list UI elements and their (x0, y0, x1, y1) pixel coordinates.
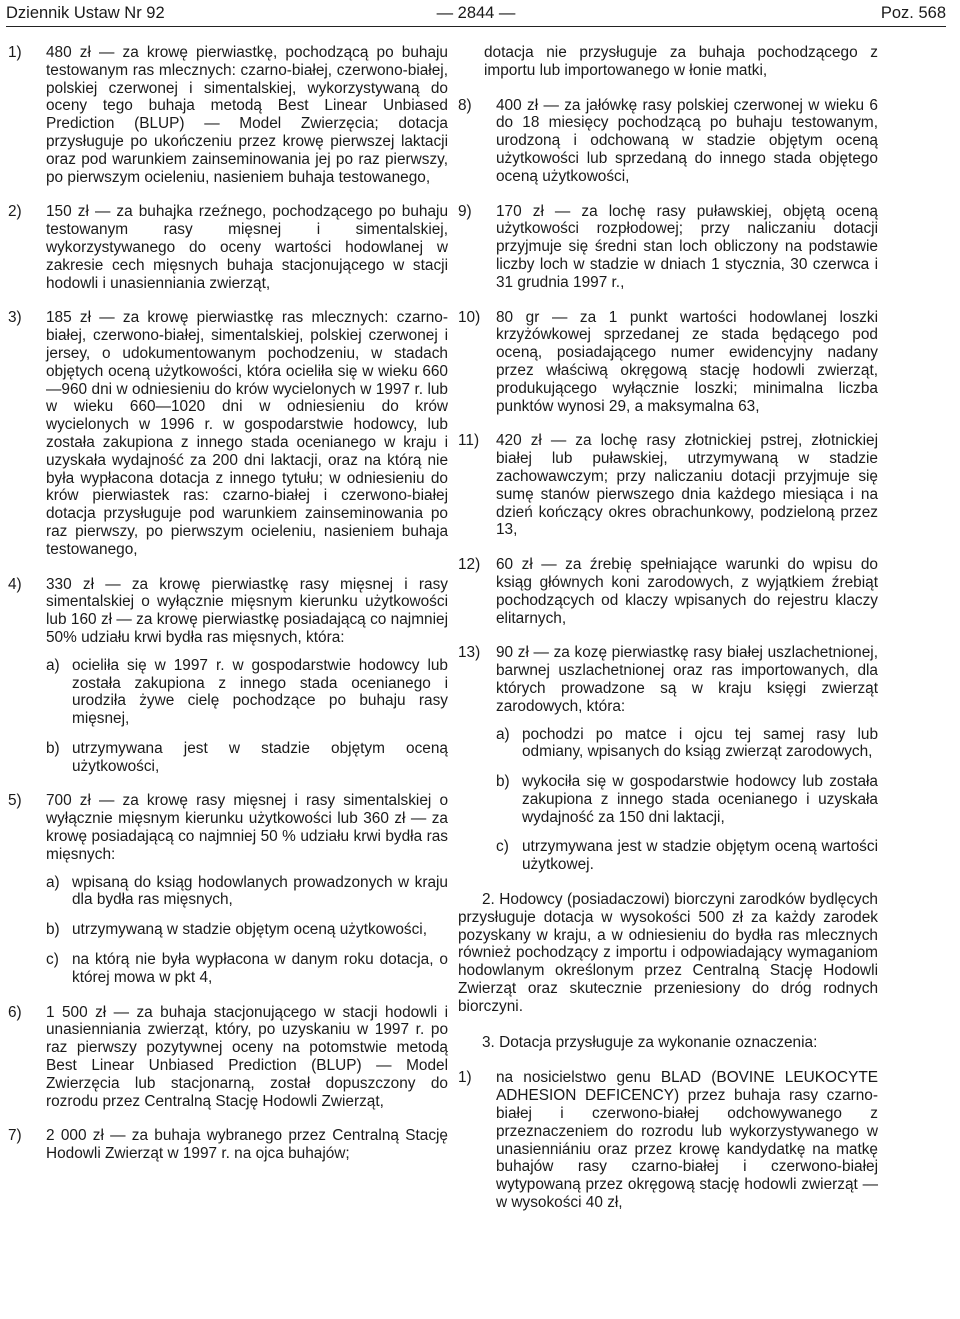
list-item-3 (8, 309, 448, 558)
item-text: 1 500 zł — za buhaja stacjonującego w stacji hodowli i unasienniania zwierząt, który, po uzyskaniu w 1997 r. po raz pierwszy pozytywnej oceny na potomstwie metodą Best Linear Unbiased Prediction (BLUP) — Model Zwierzęcia lub stacjonarną, został dopuszczony do rozrodu przez Centralną Stację Hodowli Zwierząt, (46, 1003, 448, 1110)
item-text: 150 zł — za buhajka rzeźnego, pochodzącego po buhaju testowanym rasy mięsnej i simentalskiej, wykorzystywanego do oceny wartości hodowlanej w zakresie cech mięsnych buhaja stacjonującego w stacji hodowli i unasienniania zwierząt, (46, 203, 448, 292)
paragraph-3: 3. Dotacja przysługuje za wykonanie oznaczenia: (482, 1033, 818, 1051)
item-number: 6) (8, 1003, 22, 1021)
position-number: Poz. 568 (880, 4, 946, 22)
sub-list (46, 657, 448, 776)
header-rule (6, 26, 946, 27)
list-item-7 (8, 1127, 448, 1163)
item-number: 8) (458, 96, 472, 114)
item-text: 480 zł — za krowę pierwiastkę, pochodzącą po buhaju testowanym ras mlecznych: czarno-białej, czerwono-białej, polskiej czerwonej i simentalskiej, wykorzystywaną do oceny tego buhaja metodą Best Linear Unbiased Prediction (BLUP) — Model Zwierzęcia; dotacja przysługuje po ukończeniu przez krowę pierwszej laktacji oraz pod warunkiem zainseminowania jej po raz pierwszy, po pierwszym ocieleniu, nasieniem buhaja testowanego, (46, 44, 448, 186)
list-item-8 (458, 97, 878, 186)
paragraph-2: 2. Hodowcy (posiadaczowi) biorczyni zarodków bydlęcych przysługuje dotacja w wysokości 500 zł za każdy zarodek pozyskany w kraju, a w odniesieniu do bydła ras mlecznych również pochodzący z importu i odpowiadający wymaganiom hodowlanym określonym przez Centralną Stację Hodowli Zwierząt oraz skutecznie przeniesiony do dróg rodnych biorczyni. (458, 891, 878, 1015)
list-item-6 (8, 1004, 448, 1111)
sub-item-a (496, 726, 878, 762)
list-item-1 (8, 44, 448, 186)
item-number: 1) (8, 44, 22, 61)
page-number: — 2844 — (436, 4, 516, 22)
list-item-12 (458, 556, 878, 627)
sub-item-b (46, 921, 448, 939)
list-item-10 (458, 309, 878, 416)
item-number: 7) (8, 1127, 22, 1145)
journal-title: Dziennik Ustaw Nr 92 (6, 4, 165, 22)
sub-item-a (46, 874, 448, 910)
sub-item-text: wykociła się w gospodarstwie hodowcy lub została zakupiona z innego stada ocenianego i uzyskała wydajność za 150 dni laktacji, (522, 773, 878, 826)
sub-item-a (46, 657, 448, 728)
sub-item-letter: b) (496, 773, 510, 791)
item-text: 700 zł — za krowę rasy mięsnej i rasy simentalskiej o wyłącznie mięsnym kierunku użytkowości lub 360 zł — za krowę posiadającą co najmniej 50 % udziału krwi bydła ras mięsnych: (46, 792, 448, 863)
sub-item-letter: c) (496, 838, 509, 856)
continuation-text (458, 44, 878, 80)
left-column (8, 44, 448, 1180)
sub-item-text: ocieliła się w 1997 r. w gospodarstwie hodowcy lub została zakupiona z innego stada ocenianego i urodziła żywe cielę pochodzące po buhaju rasy mięsnej, (72, 656, 448, 728)
sub-item-c (496, 838, 878, 874)
sub-item-letter: c) (46, 951, 59, 969)
item-number: 4) (8, 575, 22, 593)
sub-item-letter: a) (46, 873, 60, 891)
sub-item-letter: b) (46, 739, 60, 757)
sub-list (46, 874, 448, 987)
list-item-9 (458, 203, 878, 292)
sub-item-b (46, 740, 448, 776)
item-text: 185 zł — za krowę pierwiastkę ras mlecznych: czarno-białej, czerwono-białej, simentalskiej, polskiej czerwonej i jersey, o udokumentowanym pochodzeniu, w stadach objętych oceną użytkowości, która ocieliła się w wieku 660—960 dni w odniesieniu do krów wycielonych w 1997 r. lub w wieku 660—1020 dni w odniesieniu do krów wycielonych w 1996 r. w gospodarstwie hodowcy, lub została zakupiona z innego stada ocenianego w kraju i uzyskała wydajność za 200 dni laktacji, oraz na którą nie była wypłacona dotacja z innego tytułu; w odniesieniu do krów pierwiastek ras: czarno-białej i czerwono-białej dotacja przysługuje pod warunkiem zainseminowania po raz pierwszy, po pierwszym ocieleniu, nasieniem buhaja testowanego, (46, 309, 448, 558)
sub-item-text: utrzymywana jest w stadzie objętym oceną użytkowości, (72, 739, 448, 775)
item-text: 400 zł — za jałówkę rasy polskiej czerwonej w wieku 6 do 18 miesięcy pochodzącą po buhaju testowanym, urodzoną i odchowaną w stadzie objętym oceną użytkowości lub sprzedaną do innego stada objętego oceną użytkowości, (496, 96, 878, 185)
item-number: 12) (458, 556, 481, 574)
sub-item-text: wpisaną do ksiąg hodowlanych prowadzonych w kraju dla bydła ras mięsnych, (72, 873, 448, 909)
sub-item-text: utrzymywana jest w stadzie objętym oceną wartości użytkowej. (522, 838, 878, 874)
list-item-2 (8, 203, 448, 292)
item-number: 9) (458, 202, 472, 220)
item-text: 60 zł — za źrebię spełniające warunki do wpisu do ksiąg głównych koni zarodowych, z wyjątkiem źrebiąt pochodzących od klaczy wpisanych do rejestru klaczy elitarnych, (496, 556, 878, 627)
list-item-4 (8, 576, 448, 776)
item-number: 2) (8, 203, 22, 221)
item-number: 5) (8, 792, 22, 810)
item-number: 10) (458, 308, 481, 326)
item-text: 90 zł — za kozę pierwiastkę rasy białej uszlachetnionej, barwnej uszlachetnionej oraz ras importowanych, dla których prowadzone są w kraju księgi zwierząt zarodowych, która: (496, 644, 878, 715)
item-text: 420 zł — za lochę rasy złotnickiej pstrej, złotnickiej białej lub puławskiej, utrzymywaną w stadzie zachowawczym; przy naliczaniu dotacji przyjmuje się sumę stanów pierwszego dnia każdego miesiąca i na dzień kończący okres obrachunkowy, podzieloną przez 13, (496, 432, 878, 539)
item-text: 2 000 zł — za buhaja wybranego przez Centralną Stację Hodowli Zwierząt w 1997 r. na ojca buhajów; (46, 1127, 448, 1163)
intro-text: dotacja nie przysługuje za buhaja pochodzącego z importu lub importowanego w łonie matki, (484, 44, 878, 79)
sub-item-b (496, 773, 878, 826)
item-text: 330 zł — za krowę pierwiastkę rasy mięsnej i rasy simentalskiej o wyłącznie mięsnym kierunku użytkowości lub 160 zł — za krowę pierwiastkę posiadającą co najmniej 50% udziału krwi bydła ras mięsnych, która: (46, 575, 448, 646)
sub-item-letter: b) (46, 921, 60, 939)
item-number: 13) (458, 644, 481, 662)
list-item-11 (458, 432, 878, 539)
item-text: 170 zł — za lochę rasy puławskiej, objętą oceną użytkowości rozpłodowej; przy naliczaniu dotacji przyjmuje się średni stan loch obliczony na podstawie liczby loch w stadzie w dniach 1 stycznia, 30 czerwca i 31 grudnia 1997 r., (496, 202, 878, 291)
item-number: 3) (8, 309, 22, 327)
item-number: 11) (458, 432, 480, 450)
sub-item-c (46, 951, 448, 987)
right-column (458, 44, 878, 1229)
sub-item-letter: a) (496, 725, 510, 743)
list-item-5 (8, 792, 448, 986)
list-item-13 (458, 644, 878, 874)
sub-item-text: pochodzi po matce i ojcu tej samej rasy lub odmiany, wpisanych do ksiąg zwierząt zarodowych, (522, 725, 878, 761)
sub-list (496, 726, 878, 875)
page-header (6, 4, 946, 28)
item-text: 80 gr — za 1 punkt wartości hodowlanej loszki krzyżówkowej sprzedanej ze stada będącego pod oceną, posiadającego numer ewidencyjny nadany przez właściwą okręgową stację hodowli zwierząt, produkującego wyłącznie loszki; minimalna liczba punktów wynosi 29, a maksymalna 63, (496, 308, 878, 415)
sub-item-text: na którą nie była wypłacona w danym roku dotacja, o której mowa w pkt 4, (72, 951, 448, 986)
item-text: na nosicielstwo genu BLAD (BOVINE LEUKOCYTE ADHESION DEFICENCY) przez buhaja rasy czarno-białej i czerwono-białej odchowywanego z przeznaczeniem do rozrodu lub wykorzystywanego w unasienniániu oraz przez krowę kandydatkę na matkę buhajów rasy czarno-białej i czerwono-białej wytypowaną przez okręgową stację hodowli zwierząt — w wysokości 40 zł, (496, 1069, 878, 1212)
sub-item-text: utrzymywaną w stadzie objętym oceną użytkowości, (72, 921, 427, 939)
paragraph-3-item-1 (458, 1069, 878, 1211)
sub-item-letter: a) (46, 656, 60, 674)
item-number: 1) (458, 1069, 472, 1087)
